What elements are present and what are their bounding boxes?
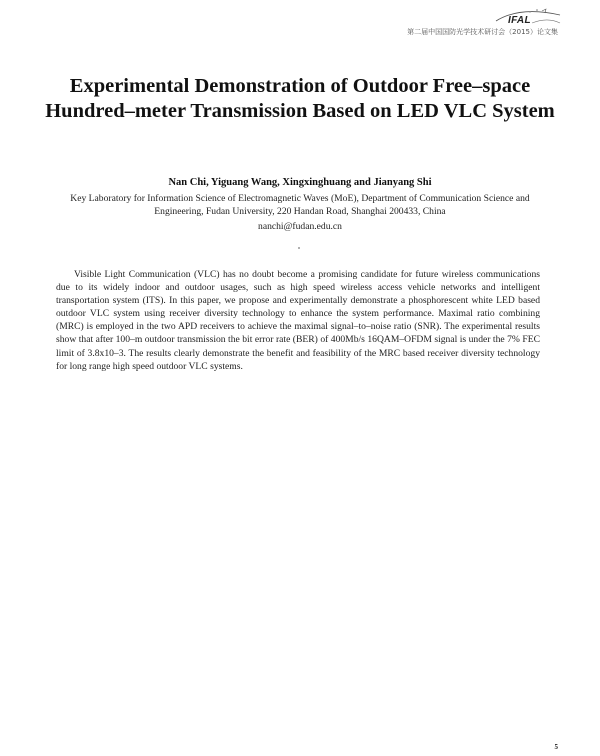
abstract-text: Visible Light Communication (VLC) has no doubt become a promising candidate for future wireless communications due to its widely indoor and outdoor usages, such as high speed wireless access vehicle networks and intelligent transportation system (ITS). In this paper, we propose and experimentally demonstrate a phosphorescent white LED based outdoor VLC system using receiver diversity technology to enhance the system performance. Maximal ratio combining (MRC) is employed in the two APD receivers to achieve the maximal signal–to–noise ratio (SNR). The experimental results show that after 100–m outdoor transmission the bit error rate (BER) of 400Mb/s 16QAM–OFDM signal is under the 7% FEC limit of 3.8x10–3. The results clearly demonstrate the benefit and feasibility of the MRC based receiver diversity technology for long range high speed outdoor VLC systems.: [56, 269, 540, 372]
conference-logo: [482, 7, 562, 29]
conference-header: 第二届中国国防光学技术研讨会（2015）论文集: [407, 28, 558, 36]
logo-text: IFAL: [508, 15, 531, 26]
paper-authors: Nan Chi, Yiguang Wang, Xingxinghuang and Jianyang Shi: [168, 177, 432, 188]
paper-affiliation: Key Laboratory for Information Science of Electromagnetic Waves (MoE), Department of Communication Science and Engineering, Fudan University, 220 Handan Road, Shanghai 200433, China: [70, 193, 530, 217]
paper-title: Experimental Demonstration of Outdoor Free–space Hundred–meter Transmission Based on LED VLC System: [45, 75, 555, 122]
page-number: 5: [554, 743, 558, 751]
separator-dot: [298, 247, 300, 249]
author-email[interactable]: nanchi@fudan.edu.cn: [258, 221, 342, 232]
